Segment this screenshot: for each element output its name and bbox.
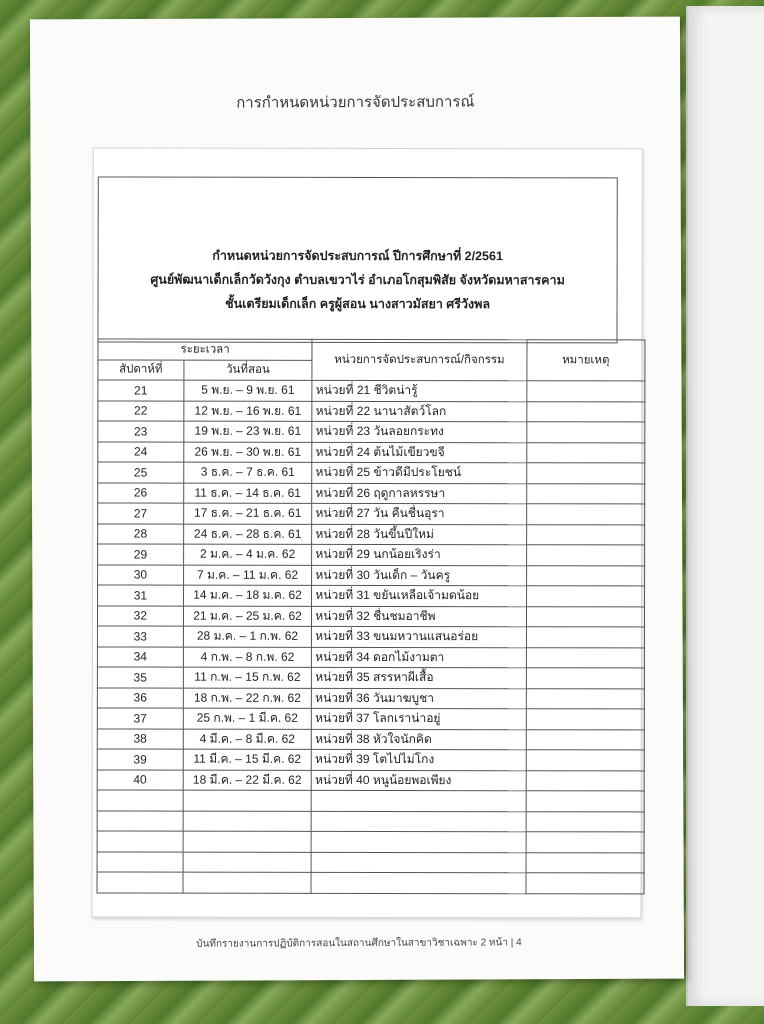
cell-dates: 11 มี.ค. – 15 มี.ค. 62 (183, 749, 312, 770)
table-row (97, 769, 644, 790)
cell-remarks (526, 586, 644, 607)
cell-dates: 4 มี.ค. – 8 มี.ค. 62 (183, 729, 312, 750)
header-period: ระยะเวลา (98, 339, 312, 360)
cell-remarks (526, 463, 644, 484)
schedule-body (97, 380, 645, 893)
page-footer: บันทึกรายงานการปฏิบัติการสอนในสถานศึกษาในสาขาวิชาเฉพาะ 2 หน้า | 4 (196, 937, 522, 950)
cell-unit: หน่วยที่ 29 นกน้อยเริงร่า (312, 544, 526, 565)
cell-unit (311, 811, 525, 832)
schedule-class-teacher: ชั้นเตรียมเด็กเล็ก ครูผู้สอน นางสาวมัสยา ศรีวังพล (225, 296, 490, 312)
schedule-header-box (97, 176, 617, 343)
cell-week: 22 (98, 400, 184, 421)
cell-week: 23 (98, 421, 184, 442)
cell-dates: 21 ม.ค. – 25 ม.ค. 62 (183, 606, 312, 627)
cell-unit (311, 831, 525, 852)
cell-dates: 25 ก.พ. – 1 มี.ค. 62 (183, 708, 312, 729)
cell-unit: หน่วยที่ 34 ดอกไม้งามตา (312, 647, 526, 668)
cell-dates: 18 มี.ค. – 22 มี.ค. 62 (183, 770, 312, 791)
header-dates: วันที่สอน (184, 360, 313, 381)
table-row (98, 380, 645, 401)
table-row (97, 626, 644, 647)
cell-unit (311, 852, 525, 873)
cell-dates: 5 พ.ย. – 9 พ.ย. 61 (184, 380, 313, 401)
table-row (98, 544, 645, 565)
cell-dates: 28 ม.ค. – 1 ก.พ. 62 (183, 626, 312, 647)
cell-remarks (526, 422, 644, 443)
cell-dates: 12 พ.ย. – 16 พ.ย. 61 (184, 401, 313, 422)
cell-remarks (526, 483, 644, 504)
table-row (97, 749, 644, 770)
table-row (97, 708, 644, 729)
cell-week: 39 (97, 749, 183, 770)
cell-remarks (526, 627, 644, 648)
cell-unit: หน่วยที่ 27 วัน คืนชื่นอุรา (312, 503, 526, 524)
cell-remarks (526, 729, 644, 750)
cell-remarks (526, 606, 644, 627)
cell-week (97, 872, 183, 893)
cell-unit: หน่วยที่ 38 หัวใจนักคิด (312, 729, 526, 750)
cell-unit: หน่วยที่ 26 ฤดูกาลหรรษา (312, 483, 526, 504)
table-row (97, 872, 644, 893)
cell-week: 29 (98, 544, 184, 565)
cell-week: 32 (97, 605, 183, 626)
cell-week (97, 831, 183, 852)
table-row (97, 646, 644, 667)
cell-dates: 3 ธ.ค. – 7 ธ.ค. 61 (183, 462, 312, 483)
cell-unit: หน่วยที่ 24 ต้นไม้เขียวขจี (312, 442, 526, 463)
table-row (97, 831, 644, 852)
cell-dates: 26 พ.ย. – 30 พ.ย. 61 (183, 442, 312, 463)
cell-dates: 4 ก.พ. – 8 ก.พ. 62 (183, 647, 312, 668)
cell-week: 27 (98, 503, 184, 524)
schedule-table (97, 338, 646, 893)
cell-dates: 24 ธ.ค. – 28 ธ.ค. 61 (183, 524, 312, 545)
cell-remarks (526, 381, 644, 402)
cell-unit: หน่วยที่ 31 ขยันเหลือเจ้ามดน้อย (312, 585, 526, 606)
cell-unit: หน่วยที่ 23 วันลอยกระทง (312, 421, 526, 442)
cell-unit (311, 790, 525, 811)
cell-week: 24 (98, 441, 184, 462)
cell-remarks (526, 668, 644, 689)
cell-remarks (526, 545, 644, 566)
cell-unit: หน่วยที่ 39 โตไปไม่โกง (312, 749, 526, 770)
header-unit: หน่วยการจัดประสบการณ์/กิจกรรม (312, 339, 526, 380)
cell-week (97, 790, 183, 811)
cell-unit: หน่วยที่ 25 ข้าวดีมีประโยชน์ (312, 462, 526, 483)
cell-remarks (526, 401, 644, 422)
table-row (98, 503, 645, 524)
cell-week: 40 (97, 769, 183, 790)
cell-unit: หน่วยที่ 30 วันเด็ก – วันครู (312, 565, 526, 586)
cell-week (97, 810, 183, 831)
cell-dates: 14 ม.ค. – 18 ม.ค. 62 (183, 585, 312, 606)
cell-dates (183, 790, 312, 811)
cell-remarks (526, 709, 644, 730)
cell-remarks (526, 811, 644, 832)
cell-remarks (526, 565, 644, 586)
header-week: สัปดาห์ที่ (98, 359, 184, 380)
cell-dates: 11 ธ.ค. – 14 ธ.ค. 61 (183, 483, 312, 504)
cell-dates: 18 ก.พ. – 22 ก.พ. 62 (183, 688, 312, 709)
cell-dates (183, 852, 312, 873)
table-row (98, 585, 645, 606)
cell-week: 28 (98, 523, 184, 544)
cell-dates: 7 ม.ค. – 11 ม.ค. 62 (183, 565, 312, 586)
cell-dates: 17 ธ.ค. – 21 ธ.ค. 61 (183, 503, 312, 524)
cell-remarks (526, 750, 644, 771)
cell-unit: หน่วยที่ 22 นานาสัตว์โลก (312, 401, 526, 422)
table-row (98, 441, 645, 462)
cell-unit: หน่วยที่ 32 ชื่นชมอาชีพ (312, 606, 526, 627)
cell-remarks (526, 770, 644, 791)
cell-unit (311, 872, 525, 893)
table-header-row-top (98, 339, 645, 360)
cell-remarks (526, 504, 644, 525)
cell-unit: หน่วยที่ 37 โลกเราน่าอยู่ (312, 708, 526, 729)
cell-remarks (526, 442, 644, 463)
cell-week: 21 (98, 380, 184, 401)
table-row (98, 564, 645, 585)
table-row (97, 790, 644, 811)
cell-remarks (526, 688, 644, 709)
cell-remarks (526, 524, 644, 545)
cell-dates: 19 พ.ย. – 23 พ.ย. 61 (184, 421, 313, 442)
cell-remarks (526, 832, 644, 853)
cell-week: 38 (97, 728, 183, 749)
cell-unit: หน่วยที่ 21 ชีวิตน่ารู้ (312, 380, 526, 401)
table-row (97, 810, 644, 831)
cell-week: 25 (98, 462, 184, 483)
cell-remarks (526, 647, 644, 668)
cell-week: 34 (97, 646, 183, 667)
cell-week: 26 (98, 482, 184, 503)
cell-unit: หน่วยที่ 28 วันขึ้นปีใหม่ (312, 524, 526, 545)
cell-week: 37 (97, 708, 183, 729)
cell-week: 35 (97, 667, 183, 688)
table-row (97, 728, 644, 749)
table-row (98, 400, 645, 421)
table-row (97, 667, 644, 688)
cell-unit: หน่วยที่ 36 วันมาฆบูชา (312, 688, 526, 709)
cell-unit: หน่วยที่ 35 สรรหาผีเสื้อ (312, 667, 526, 688)
header-remarks: หมายเหตุ (527, 340, 645, 381)
cell-dates: 11 ก.พ. – 15 ก.พ. 62 (183, 667, 312, 688)
table-row (97, 851, 644, 872)
cell-week: 31 (98, 585, 184, 606)
cell-remarks (526, 791, 644, 812)
schedule-title: กำหนดหน่วยการจัดประสบการณ์ ปีการศึกษาที่ 2/2561 (212, 248, 503, 264)
table-row (98, 462, 645, 483)
cell-dates (183, 872, 312, 893)
cell-unit: หน่วยที่ 40 หนูน้อยพอเพียง (312, 770, 526, 791)
table-row (98, 421, 645, 442)
cell-remarks (526, 852, 644, 873)
schedule-school: ศูนย์พัฒนาเด็กเล็กวัดวังกุง ตำบลเขวาไร่ อำเภอโกสุมพิสัย จังหวัดมหาสารคาม (150, 272, 565, 288)
cell-dates (183, 831, 312, 852)
cell-week (97, 851, 183, 872)
table-row (97, 687, 644, 708)
table-row (98, 482, 645, 503)
document-page (30, 17, 684, 982)
cell-week: 36 (97, 687, 183, 708)
cell-dates (183, 811, 312, 832)
pasted-schedule-sheet (91, 147, 642, 918)
table-row (97, 605, 644, 626)
cell-dates: 2 ม.ค. – 4 ม.ค. 62 (183, 544, 312, 565)
cell-week: 30 (98, 564, 184, 585)
adjacent-page (686, 6, 764, 1006)
table-row (98, 523, 645, 544)
cell-unit: หน่วยที่ 33 ขนมหวานแสนอร่อย (312, 626, 526, 647)
cell-remarks (526, 873, 644, 894)
page-title: การกำหนดหน่วยการจัดประสบการณ์ (236, 93, 475, 112)
cell-week: 33 (97, 626, 183, 647)
